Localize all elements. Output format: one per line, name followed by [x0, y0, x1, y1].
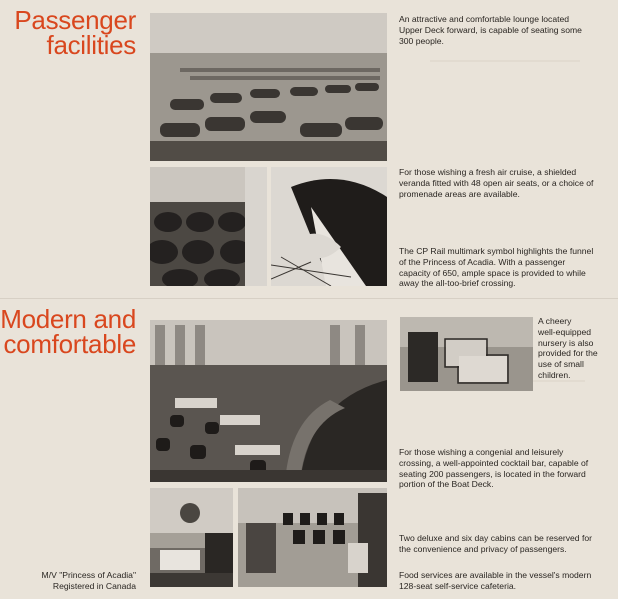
food-services-caption: Food services are available in the vessel's modern 128-seat self-service cafeteria.: [399, 570, 592, 591]
funnel-caption: The CP Rail multimark symbol highlights the funnel of the Princess of Acadia. With a passenger capacity of 650, ample space is provided to while away the all-too-brief crossing.: [399, 246, 594, 289]
nursery-photo: [400, 317, 533, 391]
veranda-photo: [150, 167, 267, 286]
fold-line: [0, 298, 618, 299]
lounge-photo: [150, 13, 387, 161]
modern-comfortable-heading: Modern and comfortable: [0, 304, 136, 359]
cocktail-bar-photo: [150, 320, 387, 482]
cocktail-bar-caption: For those wishing a congenial and leisurely crossing, a well-appointed cocktail bar, capable of seating 200 passengers, is located in the forward portion of the Boat Deck.: [399, 447, 589, 490]
passenger-facilities-heading: Passenger facilities: [14, 5, 136, 60]
nursery-caption: A cheery well-equipped nursery is also provided for the use of small children.: [538, 316, 598, 380]
vessel-registry-note: M/V "Princess of Acadia" Registered in Canada: [41, 570, 136, 591]
cabins-caption: Two deluxe and six day cabins can be reserved for the convenience and privacy of passengers.: [399, 533, 592, 554]
show-through-decoration: [430, 60, 580, 122]
lounge-caption: An attractive and comfortable lounge located Upper Deck forward, is capable of seating some 300 people.: [399, 14, 582, 46]
veranda-caption: For those wishing a fresh air cruise, a shielded veranda fitted with 48 open air seats, or a choice of promenade areas are available.: [399, 167, 594, 199]
cafeteria-photo: [238, 488, 387, 587]
cabin-photo: [150, 488, 233, 587]
funnel-multimark-photo: [271, 167, 387, 286]
